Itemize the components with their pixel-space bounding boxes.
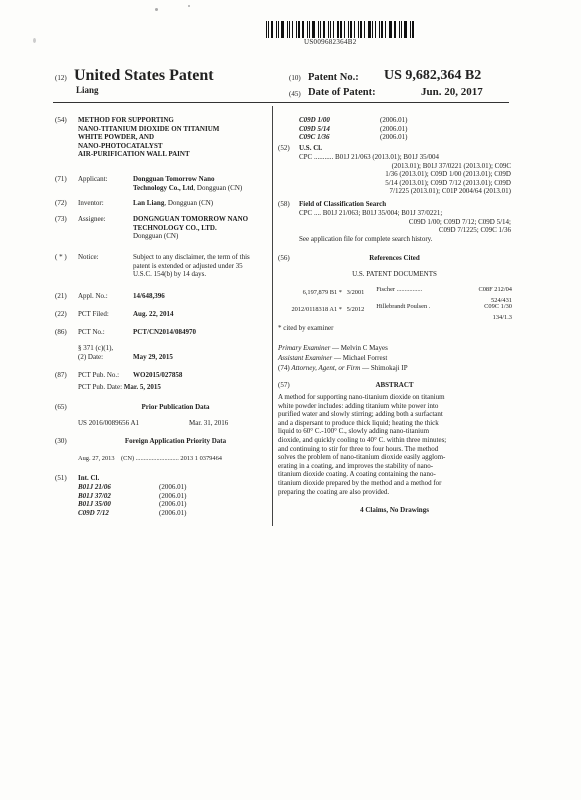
pct-filed-label: PCT Filed: (78, 310, 109, 318)
notice-line: Subject to any disclaimer, the term of this (133, 253, 250, 261)
barcode-bar (276, 21, 277, 38)
barcode-bar (287, 21, 288, 38)
barcode-bar (404, 21, 407, 38)
barcode-bar (344, 21, 345, 38)
int-cl-list (78, 483, 186, 517)
reference-row: 6,197,879 B1 * 3/2001 Fischer ................ C08F 212/04 524/431 (302, 286, 512, 304)
code-73: (73) (55, 215, 67, 223)
assistant-examiner: Assistant Examiner — Michael Forrest (278, 354, 388, 362)
barcode-bar (394, 21, 396, 38)
code-58: (58) (278, 200, 290, 208)
scan-speck (155, 8, 158, 11)
assignee-name-2: TECHNOLOGY CO., LTD. (133, 223, 217, 232)
inventor-value (133, 199, 213, 208)
patent-type-title: United States Patent (74, 67, 214, 84)
assignee-label: Assignee: (78, 215, 106, 223)
barcode-bar (368, 21, 371, 38)
code-51: (51) (55, 474, 67, 482)
code-54: (54) (55, 116, 67, 124)
assignee-location: Dongguan (CN) (133, 232, 179, 241)
barcode-bar (333, 21, 334, 38)
barcode-bar (312, 21, 315, 38)
inventor-label: Inventor: (78, 199, 104, 207)
abstract-heading: ABSTRACT (375, 381, 414, 389)
abstract-body: A method for supporting nano-titanium dioxide on titanium white powder includes: adding titanium white power into purified water and slowly stirring; adding both a surfactant and a dispersant to produce thick liquid; heating the thick liquid to 60° C.-100° C., slowly adding nano-titanium dioxide, and quickly cooling to 40° C. within three minutes; and continuing to stir for three to four hours. The method solves the problem of nano-titanium dioxide easily agglom- erating in a coating, and improves the stability of nano- titanium dioxide coating. A coating containing the nano- titanium dioxide prepared by the method and a method for preparing the coating are also provided. (278, 393, 447, 496)
applicant-name-2: Technology Co., Ltd (133, 183, 194, 192)
title-of-invention (78, 116, 273, 159)
int-cl-row: C09D 7/12 (2006.01) (78, 508, 187, 517)
int-cl-row: C09D 5/14 (2006.01) (299, 124, 408, 133)
int-cl-row: B01J 37/02 (2006.01) (78, 491, 187, 500)
pct-pub-date-row (78, 383, 161, 392)
barcode-bar (379, 21, 380, 38)
assignee-value (133, 215, 273, 241)
pct-pub-date-label: PCT Pub. Date: (78, 383, 123, 391)
barcode-bar (401, 21, 402, 38)
barcode-bar (281, 21, 284, 38)
code-56: (56) (278, 254, 290, 262)
applicant-location: , Dongguan (CN) (193, 183, 243, 192)
barcode-bar (323, 21, 325, 38)
search-field-list: CPC .... B01J 21/063; B01J 35/004; B01J 37/0221; C09D 1/00; C09D 7/12; C09D 5/14; C09D 7/1225; C09C 1/36 See application file for complete search history. (299, 209, 511, 243)
barcode-bar (389, 21, 390, 38)
int-cl-row: C09C 1/36 (2006.01) (299, 133, 408, 142)
code-45: (45) (289, 90, 301, 98)
barcode-bar (372, 21, 373, 38)
notice-text (133, 253, 273, 279)
barcode-bar (340, 21, 343, 38)
section-371-date: May 29, 2015 (133, 353, 173, 361)
barcode-bar (309, 21, 310, 38)
foreign-priority-heading: Foreign Application Priority Data (124, 437, 227, 445)
notice-line: patent is extended or adjusted under 35 (133, 261, 243, 270)
barcode-bar (307, 21, 308, 38)
search-field-heading: Field of Classification Search (299, 200, 387, 208)
notice-label: Notice: (78, 253, 99, 261)
barcode-bar (320, 21, 321, 38)
barcode-bar (348, 21, 349, 38)
code-86: (86) (55, 328, 67, 336)
reference-row: 2012/0118318 A1 * 5/2012 Hillebrandt Poulsen . C09C 1/30 134/1.3 (291, 303, 512, 321)
notice-code: ( * ) (55, 253, 67, 261)
barcode-bar (358, 21, 359, 38)
barcode-bar (412, 21, 414, 38)
barcode-bar (318, 21, 319, 38)
barcode-bar (410, 21, 411, 38)
int-cl-continued (299, 116, 407, 142)
pct-no: PCT/CN2014/084970 (133, 328, 196, 336)
claims-summary: 4 Claims, No Drawings (360, 506, 429, 514)
barcode-bar (399, 21, 400, 38)
barcode-bar (337, 21, 339, 38)
us-cl-heading: U.S. Cl. (299, 144, 322, 152)
code-12: (12) (55, 74, 67, 82)
barcode-bar (268, 21, 269, 38)
code-52: (52) (278, 144, 290, 152)
barcode-bar (360, 21, 362, 38)
foreign-priority-row: Aug. 27, 2013 (CN) ........................... 2013 1 0379464 (78, 455, 222, 462)
code-21: (21) (55, 292, 67, 300)
code-71: (71) (55, 175, 67, 183)
code-30: (30) (55, 437, 67, 445)
barcode-bar (328, 21, 329, 38)
pct-pub-date: Mar. 5, 2015 (123, 383, 161, 391)
code-87: (87) (55, 371, 67, 379)
barcode-bar (364, 21, 365, 38)
barcode-bar (390, 21, 392, 38)
title-line: AIR-PURIFICATION WALL PAINT (78, 150, 190, 159)
barcode-bar (271, 21, 273, 38)
pct-no-label: PCT No.: (78, 328, 105, 336)
applicant-value (133, 175, 273, 192)
title-line: METHOD FOR SUPPORTING (78, 116, 174, 124)
section-371-date-label: (2) Date: (78, 353, 104, 361)
prior-publication-date: Mar. 31, 2016 (189, 419, 229, 427)
patent-number: US 9,682,364 B2 (384, 68, 482, 83)
applicant-label: Applicant: (78, 175, 108, 183)
us-cl-cpc: CPC ........... B01J 21/063 (2013.01); B01J 35/004 (2013.01); B01J 37/0221 (2013.01); C09C 1/36 (2013.01); C09D 1/00 (2013.01); C09D 5/14 (2013.01); C09D 7/12 (2013.01); C09D 7/1225 (2013.01); C01P 2004/64 (2013.01) (299, 153, 511, 196)
barcode-bar (354, 21, 355, 38)
title-line: WHITE POWDER, AND (78, 133, 155, 142)
pct-pub-no-label: PCT Pub. No.: (78, 371, 120, 379)
code-10: (10) (289, 74, 301, 82)
barcode-bar (266, 21, 267, 38)
prior-publication-heading: Prior Publication Data (141, 403, 210, 411)
scan-speck (33, 38, 36, 43)
code-72: (72) (55, 199, 67, 207)
date-of-patent: Jun. 20, 2017 (421, 86, 483, 98)
int-cl-heading: Int. Cl. (78, 474, 100, 482)
code-22: (22) (55, 310, 67, 318)
title-line: NANO-PHOTOCATALYST (78, 141, 163, 150)
assignee-name: DONGNGUAN TOMORROW NANO (133, 215, 249, 223)
applicant-name: Dongguan Tomorrow Nano (133, 175, 215, 183)
int-cl-row: C09D 1/00 (2006.01) (299, 116, 408, 124)
barcode-bar (385, 21, 386, 38)
header-rule (53, 102, 509, 103)
prior-publication-number: US 2016/0089656 A1 (78, 419, 140, 427)
barcode-bar (289, 21, 291, 38)
inventor-location: , Dongguan (CN) (164, 199, 214, 207)
us-patent-documents-heading: U.S. PATENT DOCUMENTS (352, 270, 437, 278)
barcode (266, 21, 416, 38)
scan-speck (188, 5, 190, 7)
appl-no: 14/648,396 (133, 292, 165, 300)
column-divider (272, 106, 273, 526)
int-cl-row: B01J 35/00 (2006.01) (78, 500, 187, 509)
section-371-label: § 371 (c)(1), (78, 344, 114, 352)
attorney: (74) Attorney, Agent, or Firm — Shimokaji IP (278, 364, 408, 372)
cited-by-examiner: * cited by examiner (278, 324, 334, 332)
barcode-bar (302, 21, 304, 38)
barcode-number: US009682364B2 (304, 38, 357, 46)
barcode-bar (296, 21, 297, 38)
primary-examiner: Primary Examiner — Melvin C Mayes (278, 344, 388, 352)
patent-no-label: Patent No.: (308, 72, 359, 83)
int-cl-row: B01J 21/06 (2006.01) (78, 483, 187, 491)
references-heading: References Cited (369, 254, 420, 262)
barcode-bar (292, 21, 293, 38)
barcode-bar (375, 21, 376, 38)
inventor-name: Lan Liang (133, 199, 165, 207)
barcode-bar (298, 21, 300, 38)
code-57: (57) (278, 381, 290, 389)
barcode-bar (278, 21, 279, 38)
title-line: NANO-TITANIUM DIOXIDE ON TITANIUM (78, 124, 220, 133)
barcode-bar (381, 21, 383, 38)
notice-line: U.S.C. 154(b) by 14 days. (133, 270, 207, 279)
pct-pub-no: WO2015/027858 (133, 371, 183, 379)
barcode-bar (350, 21, 352, 38)
date-of-patent-label: Date of Patent: (308, 87, 376, 98)
barcode-bar (330, 21, 331, 38)
appl-no-label: Appl. No.: (78, 292, 108, 300)
code-65: (65) (55, 403, 67, 411)
inventor-surname: Liang (76, 85, 99, 95)
pct-filed-date: Aug. 22, 2014 (133, 310, 174, 318)
